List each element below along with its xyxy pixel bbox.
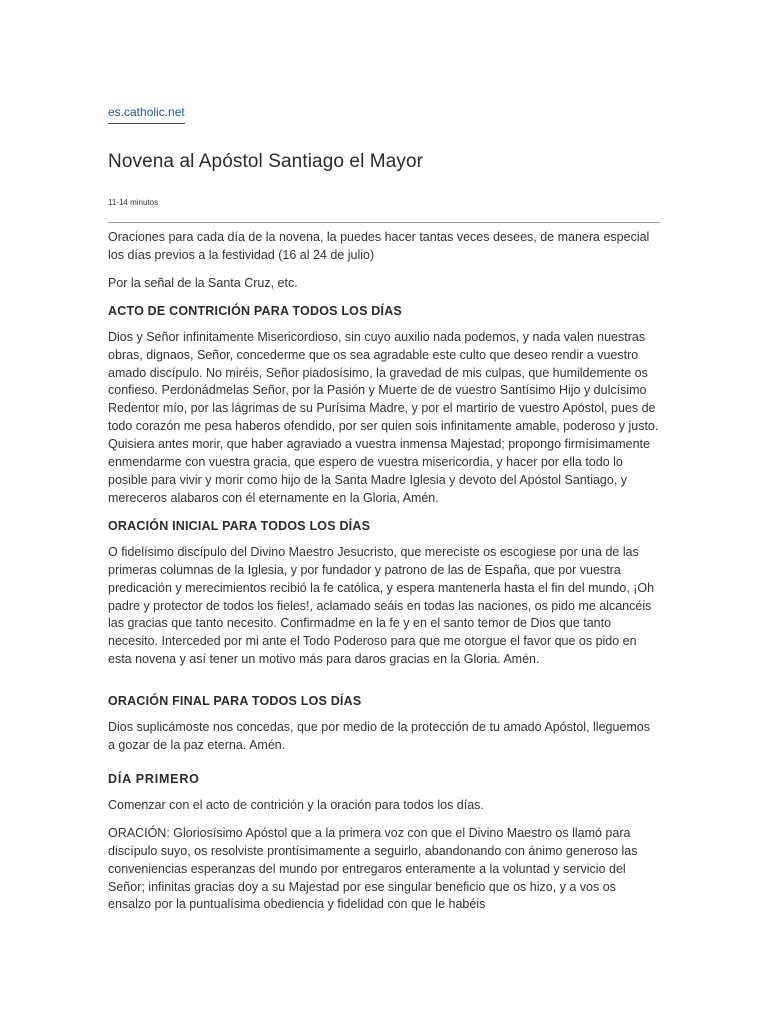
section-oracion-inicial: [108, 518, 660, 669]
section-heading: ORACIÓN FINAL PARA TODOS LOS DÍAS: [108, 694, 362, 709]
section-paragraph: Comenzar con el acto de contrición y la oración para todos los días.: [108, 797, 484, 812]
article-content: [108, 103, 660, 924]
section-paragraph: Dios y Señor infinitamente Misericordioso, sin cuyo auxilio nada podemos, y nada valen nuestras obras, dignaos, Señor, concederme que os sea agradable este culto que deseo rendir a vuestro amado discípulo. No miréis, Señor piadosísimo, la gravedad de mis culpas, que humildemente os confieso. Perdonádmelas Señor, por la Pasión y Muerte de de vuestro Santísimo Hijo y dulcísimo Redentor mío, por las lágrimas de su Purísima Madre, y por el martirio de vuestro Apóstol, pues de todo corazón me pesa haberos ofendido, por ser quien sois infinitamente amable, poderoso y justo. Quisiera antes morir, que haber agraviado a vuestra inmensa Majestad; propongo firmísimamente enmendarme con vuestra gracia, que espero de vuestra misericordia, y hacer por ella todo lo posible para vivir y morir como hijo de la Santa Madre Iglesia y devoto del Apóstol Santiago, y mereceros alabaros con él eternamente en la Gloria, Amén.: [108, 329, 659, 505]
section-acto-de-contricion: [108, 303, 660, 508]
section-paragraph: Dios suplicámoste nos concedas, que por medio de la protección de tu amado Apóstol, lleguemos a gozar de la paz eterna. Amén.: [108, 720, 650, 753]
section-heading: ORACIÓN INICIAL PARA TODOS LOS DÍAS: [108, 518, 371, 533]
read-time: 11-14 minutos: [108, 198, 159, 207]
section-dia-primero: [108, 771, 660, 914]
section-heading: DÍA PRIMERO: [108, 771, 200, 786]
section-heading: ACTO DE CONTRICIÓN PARA TODOS LOS DÍAS: [108, 303, 402, 318]
section-paragraph: O fidelísimo discípulo del Divino Maestro Jesucristo, que merecíste os escogiese por una de las primeras columnas de la Iglesia, y por fundador y patrono de las de España, que por vuestra predicación y merecimientos recibió la fe católica, y espera mantenerla hasta el fin del mundo, ¡Oh padre y protector de todos los fieles!, aclamado seáis en todas las naciones, os pido me alcancéis las gracias que tanto necesito. Confirmadme en la fe y en el santo temor de Dios que tanto necesito. Interceded por mi ante el Todo Poderoso para que me otorgue el favor que os pido en esta novena y así tener un motivo más para daros gracias en la Gloria. Amén.: [108, 544, 655, 667]
intro-paragraph: Oraciones para cada día de la novena, la puedes hacer tantas veces desees, de manera especial los días previos a la festividad (16 al 24 de julio): [108, 230, 650, 262]
article-title: Novena al Apóstol Santiago el Mayor: [108, 151, 424, 172]
section-paragraph: ORACIÓN: Gloriosísimo Apóstol que a la primera voz con que el Divino Maestro os llamó para discípulo suyo, os resolviste prontísimamente a seguirlo, abandonando con ánimo generoso las conveniencias esperanzas del mundo por entregaros enteramente a la voluntad y servicio del Señor; infinitas gracias doy a su Majestad por ese singular beneficio que os hizo, y a vos os ensalzo por la puntualísima obediencia y fidelidad con que le habéis: [108, 825, 638, 912]
intro-block: [108, 229, 660, 293]
header-divider: [108, 222, 660, 223]
section-oracion-final: [108, 693, 660, 755]
intro-paragraph: Por la señal de la Santa Cruz, etc.: [108, 275, 298, 290]
source-link[interactable]: es.catholic.net: [108, 105, 185, 124]
